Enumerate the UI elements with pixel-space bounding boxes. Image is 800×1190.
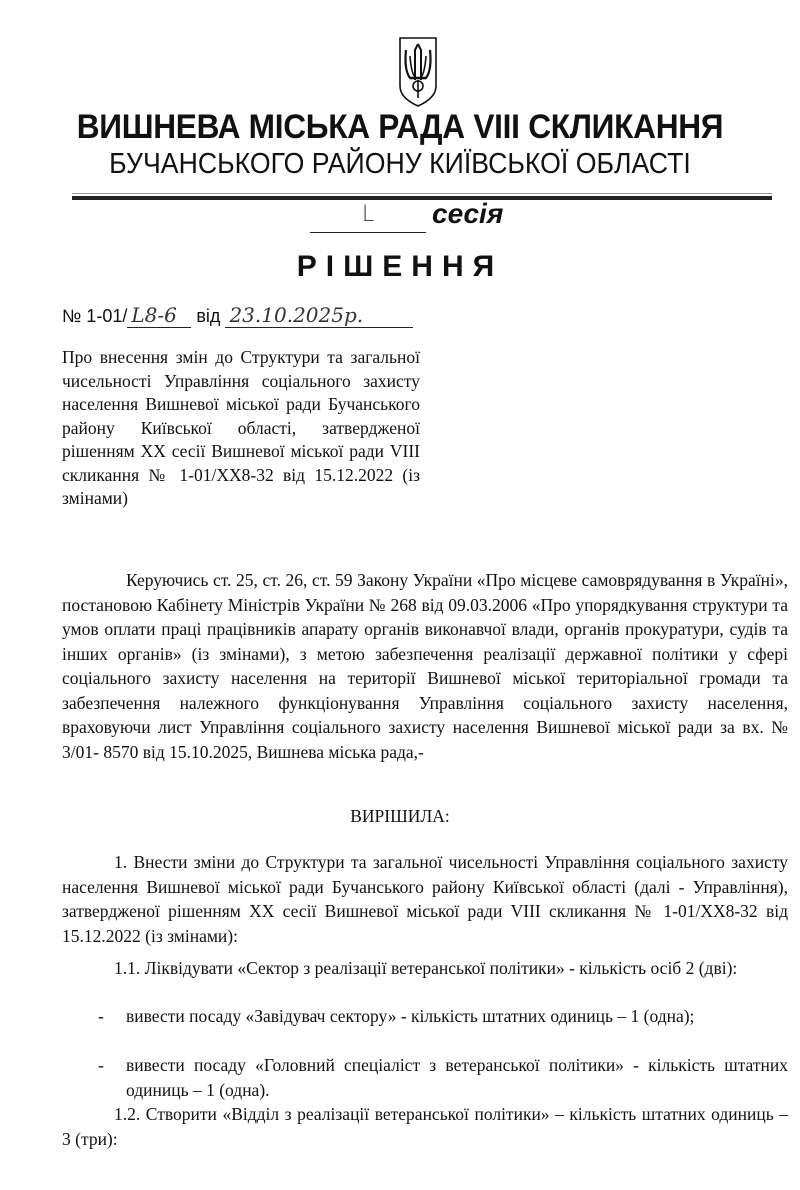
- list-item-text: вивести посаду «Головний спеціаліст з ветеранської політики» - кількість штатних одиниць – 1 (одна).: [126, 1055, 788, 1100]
- item-1-1-paragraph: 1.1. Ліквідувати «Сектор з реалізації ветеранської політики» - кількість осіб 2 (дві):: [114, 958, 738, 978]
- bullet-dash: -: [98, 1055, 104, 1075]
- decision-subject: Про внесення змін до Структури та загальної чисельності Управління соціального захисту населення Вишневої міської ради Бучанського району Київської області, затвердженої рішенням XX сесії Вишневої міської ради VIII скликання № 1-01/XX8-32 від 15.12.2022 (із змінами): [62, 347, 420, 508]
- resolved-heading: ВИРІШИЛА:: [350, 806, 450, 826]
- decision-number-line: [62, 303, 413, 328]
- preamble-paragraph: Керуючись ст. 25, ст. 26, ст. 59 Закону України «Про місцеве самоврядування в Україні», постановою Кабінету Міністрів України № 268 від 09.03.2006 «Про упорядкування структури та умов оплати праці працівників апарату органів виконавчої влади, органів прокуратури, судів та інших органів» (із змінами), з метою забезпечення реалізації державної політики у сфері соціального захисту населення на території Вишневої міської територіальної громади та забезпечення належного функціонування Управління соціального захисту населення, враховуючи лист Управління соціального захисту населення Вишневої міської ради за вх. № 3/01- 8570 від 15.10.2025, Вишнева міська рада,-: [62, 570, 788, 762]
- list-item: [98, 1053, 788, 1102]
- session-label: сесія: [432, 198, 504, 229]
- header-divider-thin: [72, 193, 772, 194]
- decision-date-handwritten: 23.10.2025р.: [225, 303, 413, 328]
- session-number-handwritten: L: [310, 202, 426, 233]
- decision-date-prefix: від: [196, 306, 221, 326]
- session-line: [300, 200, 550, 240]
- bullet-dash: -: [98, 1006, 104, 1026]
- item-1-2-paragraph: 1.2. Створити «Відділ з реалізації ветеранської політики» – кількість штатних одиниць – 3 (три):: [62, 1104, 788, 1149]
- list-item: [98, 1004, 788, 1029]
- list-item-text: вивести посаду «Завідувач сектору» - кількість штатних одиниць – 1 (одна);: [126, 1006, 695, 1026]
- decision-number-handwritten: L8-6: [127, 303, 191, 328]
- coat-of-arms-icon: [398, 36, 438, 108]
- council-subtitle: БУЧАНСЬКОГО РАЙОНУ КИЇВСЬКОЇ ОБЛАСТІ: [109, 148, 691, 180]
- decision-heading: РІШЕННЯ: [296, 250, 504, 283]
- item-1-paragraph: 1. Внести зміни до Структури та загальної чисельності Управління соціального захисту населення Вишневої міської ради Бучанського району Київської області (далі - Управління), затвердженої рішенням XX сесії Вишневої міської ради VIII скликання № 1-01/XX8-32 від 15.12.2022 (із змінами):: [62, 852, 788, 946]
- council-title: ВИШНЕВА МІСЬКА РАДА VIII СКЛИКАННЯ: [76, 108, 724, 146]
- decision-number-prefix: № 1-01/: [62, 306, 128, 326]
